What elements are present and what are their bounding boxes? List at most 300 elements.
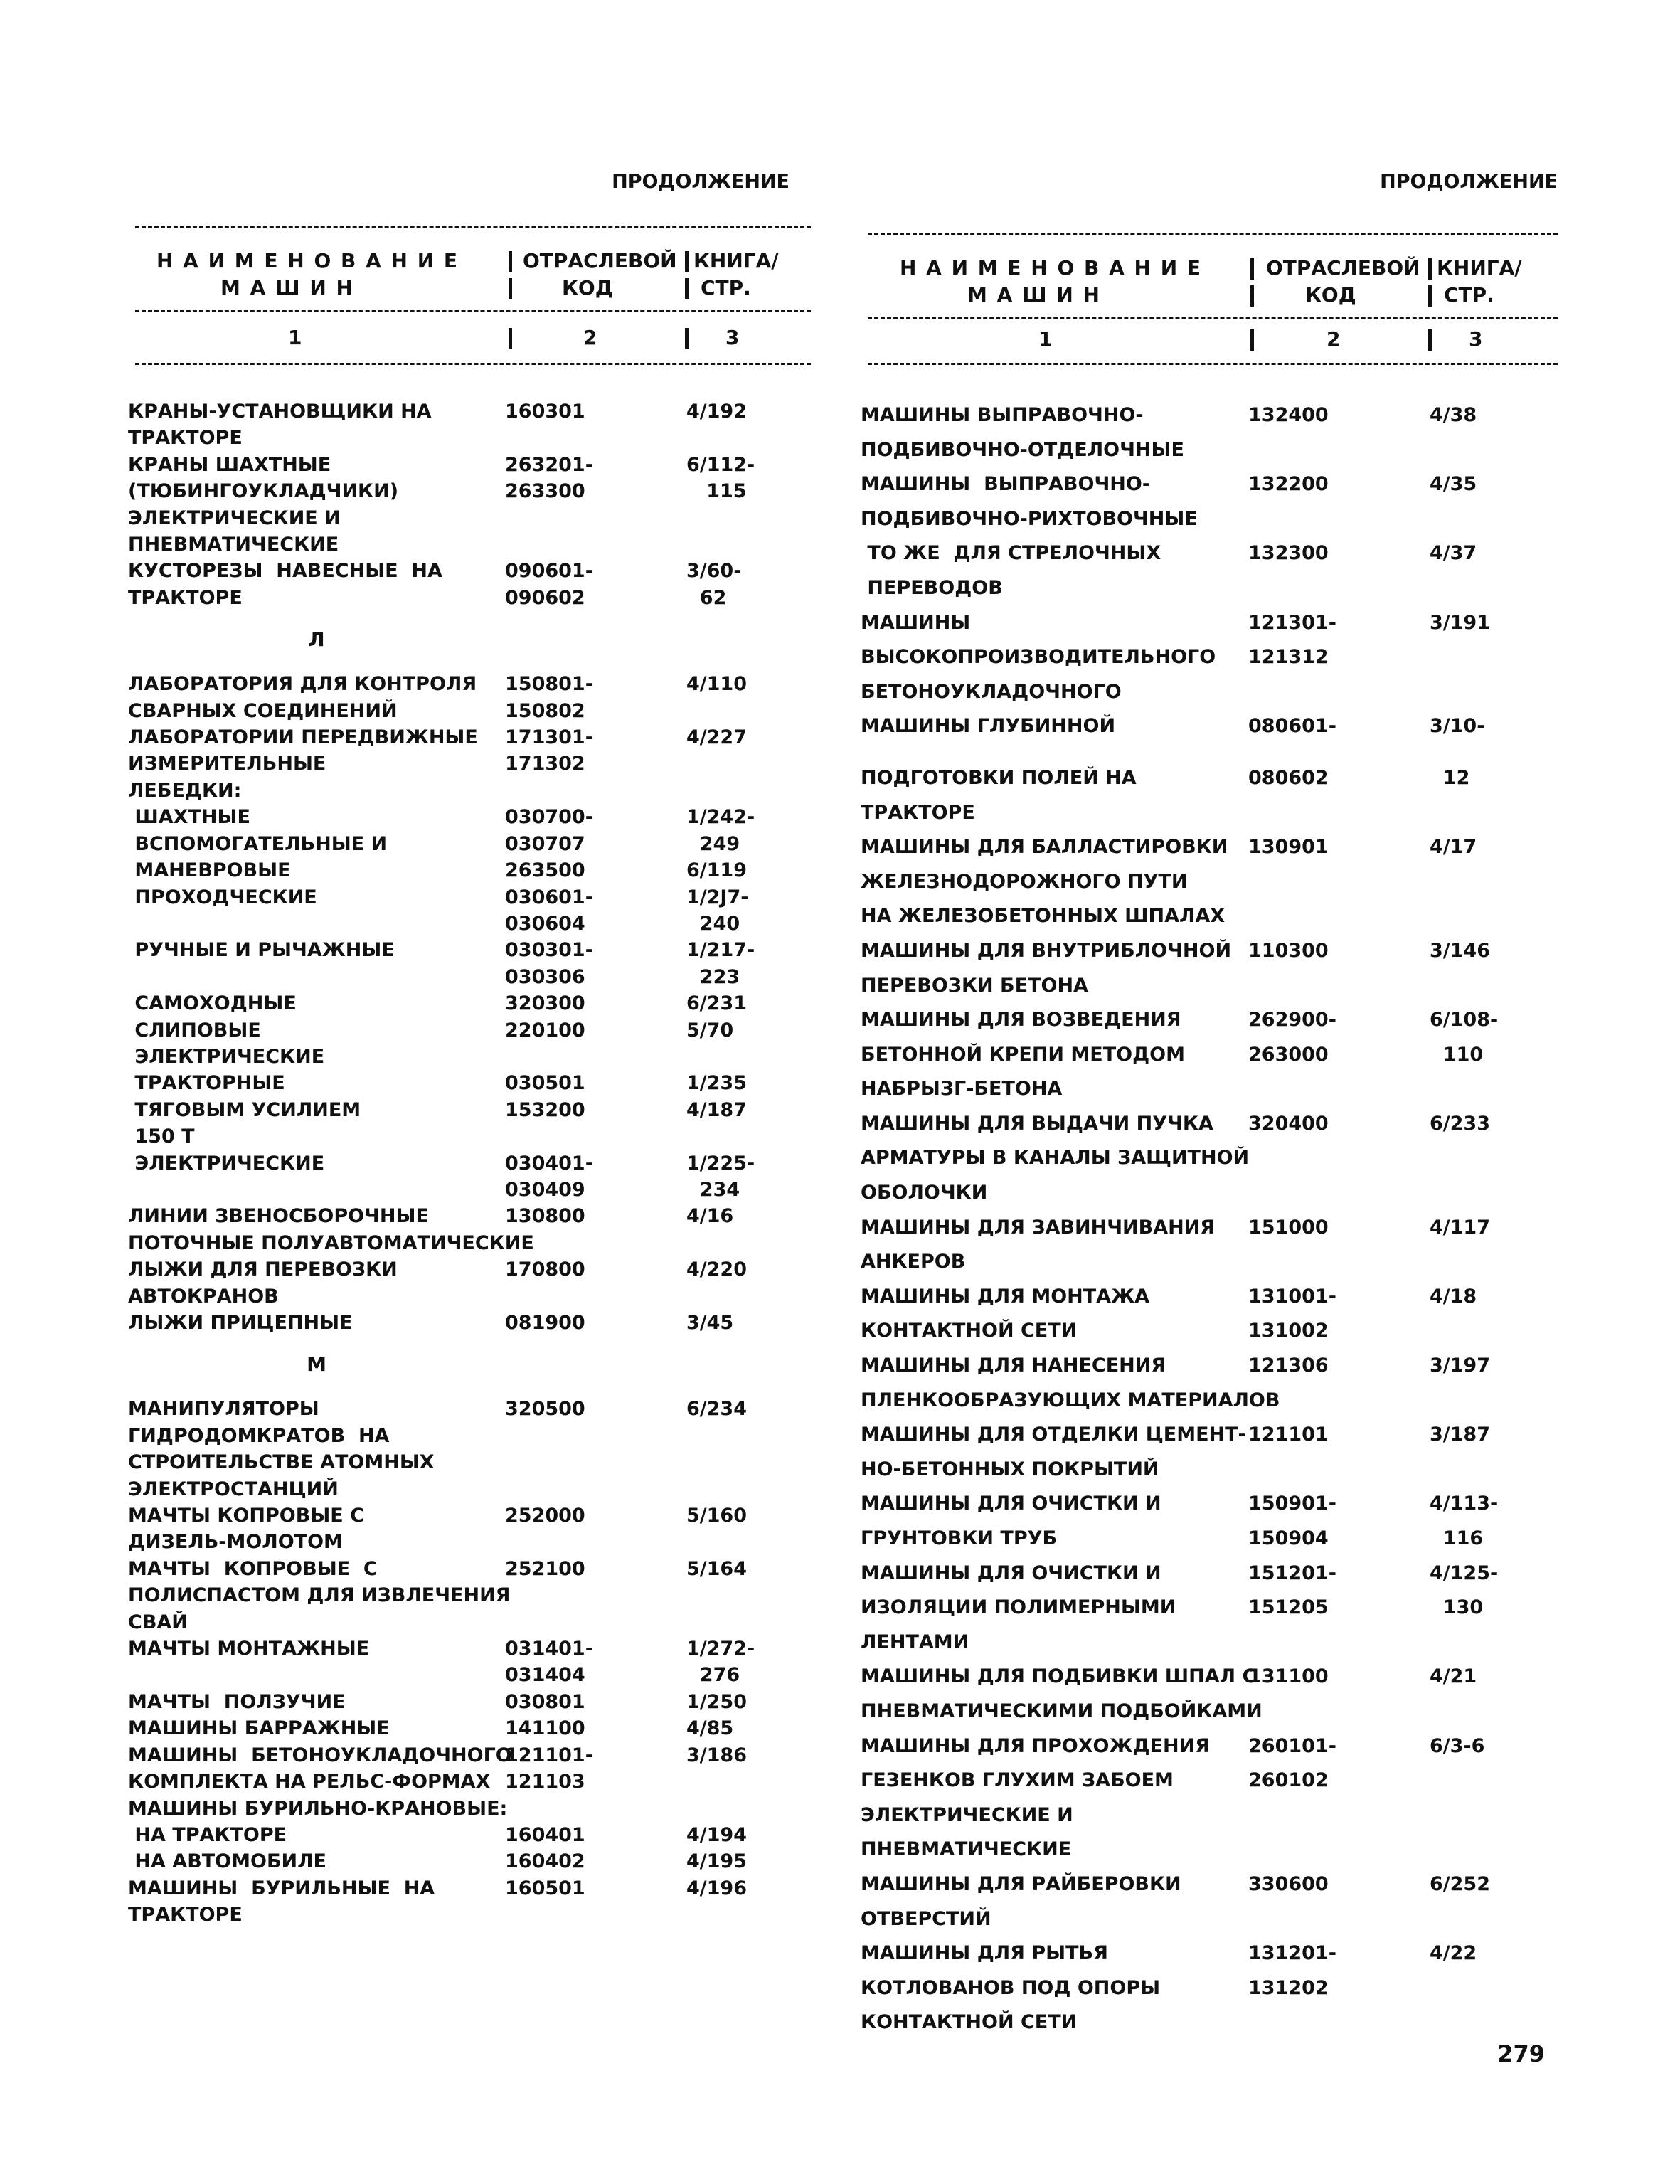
book-page: 116	[1430, 1527, 1484, 1549]
machine-name: МАШИНЫ ДЛЯ ВЫДАЧИ ПУЧКА	[861, 1112, 1213, 1135]
branch-code: 260101-	[1248, 1734, 1336, 1757]
table-row	[861, 1591, 1558, 1626]
header-separator	[509, 251, 512, 272]
table-row	[128, 751, 811, 777]
table-row	[128, 1310, 811, 1336]
machine-name: ГИДРОДОМКРАТОВ НА	[128, 1424, 390, 1447]
machine-name: МАШИНЫ ДЛЯ ОЧИСТКИ И	[861, 1493, 1161, 1515]
book-page: 4/38	[1430, 404, 1477, 426]
right-entries	[861, 398, 1558, 2040]
book-page: 249	[686, 832, 740, 855]
machine-name: ПНЕВМАТИЧЕСКИЕ	[861, 1838, 1072, 1861]
machine-name: КОТЛОВАНОВ ПОД ОПОРЫ	[861, 1976, 1161, 1999]
branch-code: 151201-	[1248, 1562, 1336, 1584]
branch-code: 030601-	[505, 886, 593, 908]
machine-name: КУСТОРЕЗЫ НАВЕСНЫЕ НА	[128, 560, 442, 583]
header-col-page-line1: КНИГА/	[1437, 256, 1522, 280]
header-rule-mid	[135, 310, 811, 312]
branch-code: 121306	[1248, 1355, 1329, 1377]
machine-name: ДИЗЕЛЬ-МОЛОТОМ	[128, 1531, 343, 1554]
table-row	[861, 571, 1558, 606]
machine-name: МАЧТЫ КОПРОВЫЕ С	[128, 1505, 364, 1527]
table-header	[128, 226, 811, 373]
header-separator	[1428, 285, 1432, 307]
branch-code: 141100	[505, 1717, 585, 1740]
book-page: 1/225-	[686, 1152, 755, 1175]
book-page: 4/113-	[1430, 1493, 1499, 1515]
machine-name: ПРОХОДЧЕСКИЕ	[128, 886, 317, 908]
book-page: 5/70	[686, 1019, 734, 1041]
machine-name: НА ТРАКТОРЕ	[128, 1823, 287, 1846]
table-row	[861, 830, 1558, 865]
table-row	[128, 1902, 811, 1928]
table-row	[128, 1529, 811, 1555]
table-row	[128, 1715, 811, 1742]
machine-name: ЛАБОРАТОРИИ ПЕРЕДВИЖНЫЕ	[128, 726, 478, 749]
table-row	[128, 1177, 811, 1203]
branch-code: 031404	[505, 1664, 585, 1687]
book-page: 12	[1430, 766, 1470, 789]
branch-code: 130800	[505, 1205, 585, 1228]
branch-code: 252100	[505, 1557, 585, 1580]
branch-code: 030301-	[505, 939, 593, 962]
machine-name: ЭЛЕКТРИЧЕСКИЕ	[128, 1045, 325, 1068]
book-page: 3/186	[686, 1744, 748, 1766]
book-page: 234	[686, 1178, 740, 1201]
book-page: 1/217-	[686, 939, 755, 962]
branch-code: 130901	[1248, 836, 1329, 859]
book-page: 4/16	[686, 1205, 734, 1228]
branch-code: 220100	[505, 1019, 585, 1041]
table-row	[128, 698, 811, 724]
table-row	[861, 1902, 1558, 1937]
machine-name: ПЕРЕВОДОВ	[861, 576, 1003, 599]
machine-name: ЭЛЕКТРИЧЕСКИЕ	[128, 1152, 325, 1175]
machine-name: ПОДБИВОЧНО-ОТДЕЛОЧНЫЕ	[861, 438, 1184, 461]
header-separator	[685, 278, 689, 299]
table-row	[861, 1176, 1558, 1211]
machine-name: РУЧНЫЕ И РЫЧАЖНЫЕ	[128, 939, 395, 962]
branch-code: 090601-	[505, 560, 593, 583]
spacer	[861, 744, 1558, 761]
machine-name: КОМПЛЕКТА НА РЕЛЬС-ФОРМАХ	[128, 1771, 491, 1793]
book-page: 3/187	[1430, 1424, 1491, 1446]
table-row	[128, 1230, 811, 1256]
machine-name: ЛЫЖИ ДЛЯ ПЕРЕВОЗКИ	[128, 1258, 398, 1281]
table-header	[861, 226, 1558, 373]
branch-code: 263300	[505, 480, 585, 503]
continued-label: ПРОДОЛЖЕНИЕ	[1380, 171, 1558, 193]
machine-name: ОТВЕРСТИЙ	[861, 1907, 991, 1930]
branch-code: 160301	[505, 401, 585, 423]
book-page: 1/250	[686, 1690, 748, 1713]
page-number: 279	[1497, 2040, 1545, 2067]
branch-code: 262900-	[1248, 1009, 1336, 1032]
machine-name: (ТЮБИНГОУКЛАДЧИКИ)	[128, 480, 399, 503]
book-page: 3/197	[1430, 1355, 1491, 1377]
machine-name: ЭЛЕКТРОСТАНЦИЙ	[128, 1478, 339, 1500]
machine-name: НАБРЫЗГ-БЕТОНА	[861, 1078, 1063, 1101]
machine-name: МАШИНЫ ДЛЯ ВОЗВЕДЕНИЯ	[861, 1009, 1181, 1032]
branch-code: 080601-	[1248, 715, 1336, 738]
branch-code: 150901-	[1248, 1493, 1336, 1515]
table-row	[861, 1764, 1558, 1798]
header-col-page-line1: КНИГА/	[693, 249, 779, 272]
branch-code: 030801	[505, 1690, 585, 1713]
branch-code: 263500	[505, 859, 585, 882]
machine-name: МАШИНЫ ДЛЯ МОНТАЖА	[861, 1285, 1150, 1308]
table-row	[861, 969, 1558, 1004]
header-separator	[509, 278, 512, 299]
machine-name: МАШИНЫ ДЛЯ РАЙБЕРОВКИ	[861, 1872, 1181, 1895]
machine-name: НО-БЕТОННЫХ ПОКРЫТИЙ	[861, 1458, 1159, 1480]
table-row	[861, 1141, 1558, 1176]
machine-name: КОНТАКТНОЙ СЕТИ	[861, 1320, 1078, 1342]
branch-code: 131001-	[1248, 1285, 1336, 1308]
book-page: 3/60-	[686, 560, 742, 583]
table-row	[861, 1833, 1558, 1867]
book-page: 4/192	[686, 401, 748, 423]
header-col-name-line2: М А Ш И Н	[967, 283, 1101, 307]
table-row	[861, 1867, 1558, 1902]
machine-name: ИЗОЛЯЦИИ ПОЛИМЕРНЫМИ	[861, 1596, 1176, 1619]
book-page: 4/195	[686, 1850, 748, 1873]
machine-name: МАШИНЫ ДЛЯ ОТДЕЛКИ ЦЕМЕНТ-	[861, 1424, 1246, 1446]
book-page: 4/22	[1430, 1942, 1477, 1965]
machine-name: ОБОЛОЧКИ	[861, 1182, 988, 1204]
table-row	[128, 990, 811, 1017]
table-row	[861, 502, 1558, 537]
machine-name: 150 Т	[128, 1125, 195, 1148]
book-page: 276	[686, 1664, 740, 1687]
book-page: 4/21	[1430, 1665, 1477, 1688]
book-page: 4/227	[686, 726, 748, 749]
table-row	[128, 1256, 811, 1283]
table-row	[861, 934, 1558, 969]
book-page: 4/35	[1430, 473, 1477, 496]
header-num-1: 1	[288, 326, 302, 349]
header-col-code-line2: КОД	[1305, 283, 1356, 307]
header-col-page-line2: СТР.	[1444, 283, 1494, 307]
branch-code: 031401-	[505, 1638, 593, 1660]
table-row	[861, 761, 1558, 796]
machine-name: СВАЙ	[128, 1611, 188, 1633]
book-page: 240	[686, 912, 740, 935]
table-row	[128, 1875, 811, 1902]
machine-name: ВСПОМОГАТЕЛЬНЫЕ И	[128, 832, 388, 855]
machine-name: ПНЕВМАТИЧЕСКИМИ ПОДБОЙКАМИ	[861, 1700, 1262, 1722]
machine-name: МАШИНЫ ДЛЯ ВНУТРИБЛОЧНОЙ	[861, 939, 1232, 962]
machine-name: ТРАКТОРЕ	[128, 586, 243, 609]
machine-name: ШАХТНЫЕ	[128, 806, 250, 829]
table-row	[861, 675, 1558, 710]
table-row	[861, 1038, 1558, 1073]
branch-code: 160402	[505, 1850, 585, 1873]
table-row	[861, 1453, 1558, 1488]
table-row	[128, 1848, 811, 1875]
machine-name: ГРУНТОВКИ ТРУБ	[861, 1527, 1058, 1549]
table-row	[861, 433, 1558, 468]
table-row	[128, 1123, 811, 1150]
machine-name: МАШИНЫ ДЛЯ РЫТЬЯ	[861, 1942, 1108, 1965]
machine-name: ПОЛИСПАСТОМ ДЛЯ ИЗВЛЕЧЕНИЯ	[128, 1584, 511, 1607]
machine-name: МАЧТЫ МОНТАЖНЫЕ	[128, 1638, 370, 1660]
machine-name: ПОДБИВОЧНО-РИХТОВОЧНЫЕ	[861, 507, 1198, 530]
book-page: 4/196	[686, 1877, 748, 1899]
branch-code: 080602	[1248, 766, 1329, 789]
left-entries	[128, 398, 811, 1929]
table-row	[128, 1742, 811, 1769]
table-row	[861, 1626, 1558, 1660]
table-row	[861, 2005, 1558, 2040]
table-row	[128, 1449, 811, 1475]
header-separator	[1250, 258, 1254, 280]
branch-code: 121101-	[505, 1744, 593, 1766]
table-row	[128, 1636, 811, 1662]
table-row	[128, 1203, 811, 1229]
table-row	[861, 640, 1558, 675]
table-row	[861, 536, 1558, 571]
header-col-code-line1: ОТРАСЛЕВОЙ	[1266, 256, 1420, 280]
machine-name: МАШИНЫ БАРРАЖНЫЕ	[128, 1717, 390, 1740]
table-row	[128, 1423, 811, 1449]
book-page: 6/108-	[1430, 1009, 1499, 1032]
table-row	[861, 1729, 1558, 1764]
machine-name: ПОТОЧНЫЕ ПОЛУАВТОМАТИЧЕСКИЕ	[128, 1231, 534, 1254]
table-row	[861, 1211, 1558, 1246]
book-page: 4/37	[1430, 542, 1477, 565]
machine-name: МАШИНЫ ДЛЯ ЗАВИНЧИВАНИЯ	[861, 1216, 1216, 1239]
branch-code: 121301-	[1248, 611, 1336, 634]
machine-name: ТЯГОВЫМ УСИЛИЕМ	[128, 1098, 361, 1121]
branch-code: 160401	[505, 1823, 585, 1846]
table-row	[128, 1582, 811, 1608]
table-row	[861, 1798, 1558, 1833]
table-row	[128, 1476, 811, 1502]
machine-name: НА АВТОМОБИЛЕ	[128, 1850, 327, 1873]
machine-name: ЛАБОРАТОРИЯ ДЛЯ КОНТРОЛЯ	[128, 673, 477, 696]
branch-code: 121101	[1248, 1424, 1329, 1446]
machine-name: МАШИНЫ БУРИЛЬНЫЕ НА	[128, 1877, 435, 1899]
table-row	[861, 606, 1558, 641]
machine-name: ПНЕВМАТИЧЕСКИЕ	[128, 534, 339, 556]
header-separator	[1428, 258, 1432, 280]
machine-name: МАШИНЫ	[861, 611, 971, 634]
header-rule-bottom	[868, 363, 1558, 365]
header-separator	[685, 328, 689, 349]
branch-code: 121312	[1248, 646, 1329, 669]
branch-code: 153200	[505, 1098, 585, 1121]
header-col-name-line1: Н А И М Е Н О В А Н И Е	[156, 249, 459, 272]
header-separator	[509, 328, 512, 349]
book-page: 6/231	[686, 992, 748, 1015]
table-row	[128, 1097, 811, 1123]
table-row	[861, 398, 1558, 433]
table-row	[128, 1796, 811, 1822]
book-page: 4/194	[686, 1823, 748, 1846]
machine-name: ЖЕЛЕЗНОДОРОЖНОГО ПУТИ	[861, 870, 1188, 893]
branch-code: 171301-	[505, 726, 593, 749]
table-row	[128, 425, 811, 451]
book-page: 4/187	[686, 1098, 748, 1121]
table-row	[128, 505, 811, 531]
table-row	[128, 804, 811, 830]
machine-name: ТРАКТОРЕ	[861, 801, 975, 824]
machine-name: ТРАКТОРНЫЕ	[128, 1072, 285, 1095]
table-row	[861, 1107, 1558, 1142]
header-rule-top	[868, 233, 1558, 235]
machine-name: МАНИПУЛЯТОРЫ	[128, 1398, 319, 1421]
book-page: 6/252	[1430, 1872, 1491, 1895]
table-row	[861, 1072, 1558, 1107]
book-page: 62	[686, 586, 727, 609]
table-row	[128, 585, 811, 611]
table-row	[861, 865, 1558, 900]
machine-name: ЛЫЖИ ПРИЦЕПНЫЕ	[128, 1312, 353, 1334]
machine-name: МАНЕВРОВЫЕ	[128, 859, 291, 882]
header-num-2: 2	[1327, 327, 1341, 351]
branch-code: 170800	[505, 1258, 585, 1281]
header-num-3: 3	[1469, 327, 1483, 351]
header-col-name-line2: М А Ш И Н	[220, 276, 354, 299]
table-row	[128, 1662, 811, 1688]
branch-code: 263201-	[505, 453, 593, 476]
machine-name: МАШИНЫ БУРИЛЬНО-КРАНОВЫЕ:	[128, 1797, 508, 1820]
machine-name: КОНТАКТНОЙ СЕТИ	[861, 2011, 1078, 2034]
machine-name: НА ЖЕЛЕЗОБЕТОННЫХ ШПАЛАХ	[861, 905, 1226, 928]
machine-name: СЛИПОВЫЕ	[128, 1019, 261, 1041]
machine-name: ПОДГОТОВКИ ПОЛЕЙ НА	[861, 766, 1137, 789]
machine-name: МАШИНЫ ДЛЯ НАНЕСЕНИЯ	[861, 1355, 1166, 1377]
machine-name: ИЗМЕРИТЕЛЬНЫЕ	[128, 753, 326, 775]
branch-code: 252000	[505, 1505, 585, 1527]
table-row	[128, 1556, 811, 1582]
table-row	[861, 1936, 1558, 1971]
table-row	[128, 1396, 811, 1422]
header-separator	[1428, 329, 1432, 351]
book-page: 3/146	[1430, 939, 1491, 962]
book-page: 115	[686, 480, 747, 503]
book-page: 6/3-6	[1430, 1734, 1485, 1757]
branch-code: 030707	[505, 832, 585, 855]
table-row	[128, 1502, 811, 1529]
table-row	[861, 1660, 1558, 1695]
machine-name: ПЕРЕВОЗКИ БЕТОНА	[861, 974, 1088, 997]
table-row	[861, 796, 1558, 831]
branch-code: 320400	[1248, 1112, 1329, 1135]
branch-code: 131202	[1248, 1976, 1329, 1999]
header-separator	[1250, 285, 1254, 307]
book-page: 5/160	[686, 1505, 748, 1527]
table-row	[128, 937, 811, 963]
machine-name: АРМАТУРЫ В КАНАЛЫ ЗАЩИТНОЙ	[861, 1147, 1250, 1170]
machine-name: ЭЛЕКТРИЧЕСКИЕ И	[861, 1803, 1073, 1826]
book-page: 3/10-	[1430, 715, 1485, 738]
branch-code: 131201-	[1248, 1942, 1336, 1965]
table-row	[128, 857, 811, 884]
header-col-name-line1: Н А И М Е Н О В А Н И Е	[900, 256, 1202, 280]
branch-code: 132200	[1248, 473, 1329, 496]
machine-name: АВТОКРАНОВ	[128, 1285, 279, 1308]
table-row	[128, 1822, 811, 1848]
table-row	[861, 1522, 1558, 1557]
section-letter: Л	[308, 627, 325, 652]
table-row	[128, 671, 811, 697]
section-letter: М	[307, 1352, 326, 1377]
book-page: 1/2J7-	[686, 886, 749, 908]
header-rule-top	[135, 226, 811, 228]
machine-name: МАШИНЫ БЕТОНОУКЛАДОЧНОГО	[128, 1744, 512, 1766]
table-row	[861, 1245, 1558, 1280]
table-row	[128, 724, 811, 751]
header-separator	[1250, 329, 1254, 351]
header-col-code-line2: КОД	[562, 276, 613, 299]
machine-name: АНКЕРОВ	[861, 1251, 966, 1273]
branch-code: 150802	[505, 699, 585, 722]
book-page: 1/235	[686, 1072, 748, 1095]
table-row	[128, 964, 811, 990]
machine-name: БЕТОННОЙ КРЕПИ МЕТОДОМ	[861, 1043, 1185, 1066]
branch-code: 320300	[505, 992, 585, 1015]
branch-code: 030409	[505, 1178, 585, 1201]
book-page: 130	[1430, 1596, 1484, 1619]
machine-name: МАЧТЫ ПОЛЗУЧИЕ	[128, 1690, 346, 1713]
branch-code: 131100	[1248, 1665, 1329, 1688]
header-num-2: 2	[583, 326, 597, 349]
book-page: 4/220	[686, 1258, 748, 1281]
table-row	[861, 1971, 1558, 2006]
continued-label: ПРОДОЛЖЕНИЕ	[612, 171, 790, 193]
header-rule-mid	[868, 317, 1558, 319]
table-row	[861, 899, 1558, 934]
machine-name: ЛИНИИ ЗВЕНОСБОРОЧНЫЕ	[128, 1205, 429, 1228]
machine-name: ВЫСОКОПРОИЗВОДИТЕЛЬНОГО	[861, 646, 1216, 669]
machine-name: МАШИНЫ ВЫПРАВОЧНО-	[861, 473, 1151, 496]
branch-code: 090602	[505, 586, 585, 609]
table-row	[128, 884, 811, 911]
branch-code: 263000	[1248, 1043, 1329, 1066]
machine-name: САМОХОДНЫЕ	[128, 992, 297, 1015]
table-row	[861, 1418, 1558, 1453]
branch-code: 150904	[1248, 1527, 1329, 1549]
table-row	[128, 911, 811, 937]
machine-name: МАШИНЫ ДЛЯ БАЛЛАСТИРОВКИ	[861, 836, 1228, 859]
table-row	[861, 1384, 1558, 1419]
table-row	[861, 1349, 1558, 1384]
book-page: 4/117	[1430, 1216, 1491, 1239]
branch-code: 320500	[505, 1398, 585, 1421]
book-page: 4/17	[1430, 836, 1477, 859]
branch-code: 030604	[505, 912, 585, 935]
table-row	[128, 452, 811, 478]
header-num-1: 1	[1038, 327, 1053, 351]
machine-name: МАШИНЫ ДЛЯ ПРОХОЖДЕНИЯ	[861, 1734, 1210, 1757]
machine-name: МАШИНЫ ДЛЯ ОЧИСТКИ И	[861, 1562, 1161, 1584]
table-row	[861, 1314, 1558, 1349]
table-row	[861, 709, 1558, 744]
machine-name: ТО ЖЕ ДЛЯ СТРЕЛОЧНЫХ	[861, 542, 1161, 565]
table-row	[128, 558, 811, 584]
machine-name: ТРАКТОРЕ	[128, 427, 243, 450]
header-col-page-line2: СТР.	[701, 276, 751, 299]
branch-code: 330600	[1248, 1872, 1329, 1895]
machine-name: КРАНЫ ШАХТНЫЕ	[128, 453, 331, 476]
branch-code: 151205	[1248, 1596, 1329, 1619]
machine-name: МАЧТЫ КОПРОВЫЕ С	[128, 1557, 378, 1580]
header-col-code-line1: ОТРАСЛЕВОЙ	[523, 249, 677, 272]
table-row	[861, 467, 1558, 502]
book-page: 3/45	[686, 1312, 734, 1334]
